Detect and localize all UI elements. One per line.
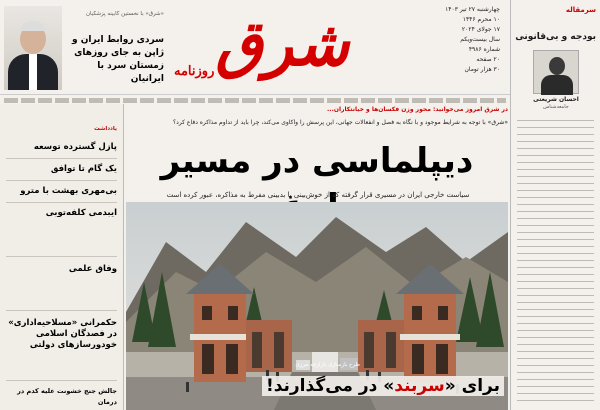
ticker-strip bbox=[0, 94, 510, 104]
date-hijri: ۱۰ محرم ۱۴۴۶ bbox=[462, 16, 500, 23]
left-column bbox=[0, 104, 124, 410]
date-day: چهارشنبه ۲۷ تیر ۱۴۰۳ bbox=[445, 6, 500, 13]
list-item[interactable]: حکمرانی «مسلاحیه‌اداری» در فصدگان اسلامی خودور‌سازهای دولتی bbox=[8, 318, 117, 350]
opinion-kicker: سرمقاله bbox=[565, 6, 596, 14]
list-item[interactable]: ایبدمی کلفه‌توبی bbox=[45, 208, 117, 218]
photo-caption: طرح بازسازی بازارچه مرزی bbox=[295, 362, 360, 368]
volume-year: سال بیست‌ویکم bbox=[460, 36, 500, 43]
teaser-kicker: «شرق» با نخستین کابینه پزشکیان bbox=[85, 11, 164, 17]
teaser-photo bbox=[4, 6, 62, 90]
list-item[interactable]: پازل گسترده توسعه bbox=[33, 142, 117, 152]
logo-subword: روزنامه bbox=[174, 64, 215, 79]
date-gregorian: ۱۷ جولای ۲۰۲۴ bbox=[461, 26, 500, 33]
page-count: ۲۰ صفحه bbox=[476, 56, 500, 63]
price: ۳۰ هزار تومان bbox=[464, 66, 500, 73]
author-photo bbox=[533, 50, 579, 94]
photo-headline-highlight: سربند bbox=[394, 376, 445, 396]
issue-number: شماره ۴۹۸۶ bbox=[468, 46, 500, 53]
in-this-issue: در شرق امروز می‌خوانید: محور وزن فکسان‌ها و خیانتکاران... bbox=[327, 106, 508, 113]
photo-headline[interactable]: برای «سربند» در می‌گذارند! bbox=[262, 376, 504, 396]
ticker-text-lines bbox=[4, 98, 506, 103]
left-kicker: یادداشت bbox=[94, 126, 117, 132]
teaser-headline: سردی روابط ایران و ژاپن به جای روزهای زمستان سرد با ایرانیان bbox=[71, 35, 164, 84]
lead-quote: «شرق» با توجه به شرایط موجود و با نگاه به فصل و انفعالات جهانی، این پرسش را واکاوی می‌کند، چرا باید از تداوم مذاکره دفاع کرد؟ bbox=[172, 119, 508, 126]
author-role: جامعه‌شناس bbox=[543, 104, 569, 110]
newspaper-logo bbox=[172, 2, 402, 94]
opinion-title[interactable]: بودجه و بی‌قانونی bbox=[515, 32, 596, 42]
opinion-body-text bbox=[517, 116, 594, 404]
top-teaser[interactable] bbox=[0, 0, 170, 98]
list-item[interactable]: بی‌مهری بهشت با مترو bbox=[20, 186, 117, 196]
date-box bbox=[408, 6, 502, 88]
list-item[interactable]: یک گام تا توافق bbox=[50, 164, 117, 174]
main-deck: سیاست خارجی ایران در مسیری قرار گرفته که از خوش‌بینی یا بدبینی مفرط به مذاکره، عبور کرده است bbox=[166, 191, 470, 199]
list-item[interactable]: جالش جنج خشونت علیه کدم در درمان bbox=[17, 387, 117, 406]
list-item[interactable]: وفاق علمی bbox=[68, 264, 117, 274]
logo-wordmark: شرق bbox=[212, 7, 363, 80]
main-headline[interactable]: دیپلماسی در مسیر bbox=[160, 141, 474, 181]
author-name: احسان شریعتی bbox=[533, 96, 579, 103]
main-story bbox=[124, 104, 510, 410]
opinion-column bbox=[510, 0, 600, 410]
